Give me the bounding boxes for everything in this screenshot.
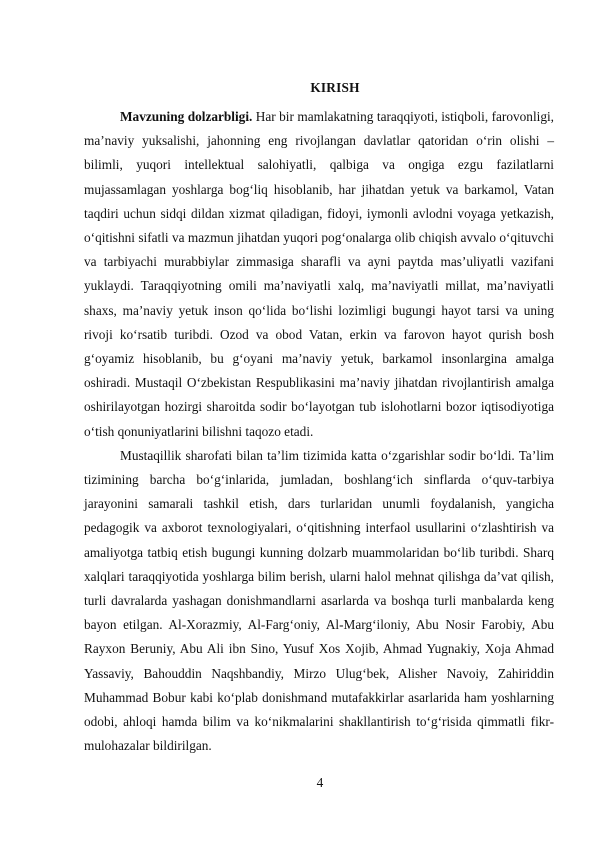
paragraph-lead: Mavzuning dolzarbligi. xyxy=(120,109,253,124)
section-title: KIRISH xyxy=(310,80,360,95)
paragraph-independence: Mustaqillik sharofati bilan ta’lim tizimida katta o‘zgarishlar sodir bo‘ldi. Ta’lim tizimining barcha bo‘g‘inlarida, jumladan, boshlang‘ich sinflarda o‘quv-tarbiya jarayonini samarali tashkil etish, dars turlaridan unumli foydalanish, yangicha pedagogik va axborot texnologiyalari, o‘qitishning interfaol usullarini o‘zlashtirish va amaliyotga tatbiq etish bugungi kunning dolzarb muammolaridan bo‘lib turibdi. Sharq xalqlari taraqqiyotida yoshlarga bilim berish, ularni halol mehnat qilishga da’vat qilish, turli davralarda yashagan donishmandlarni asarlarda va boshqa turli manbalarda keng bayon etilgan. Al-Xorazmiy, Al-Farg‘oniy, Al-Marg‘iloniy, Abu Nosir Farobiy, Abu Rayxon Beruniy, Abu Ali ibn Sino, Yusuf Xos Xojib, Ahmad Yugnakiy, Xoja Ahmad Yassaviy, Bahouddin Naqshbandiy, Mirzo Ulug‘bek, Alisher Navoiy, Zahiriddin Muhammad Bobur kabi ko‘plab donishmand mutafakkirlar asarlarida ham yoshlarning odobi, ahloqi hamda bilim va ko‘nikmalarini shakllantirish to‘g‘risida qimmatli fikr-mulohazalar bildirilgan. xyxy=(84,447,554,754)
page-number: 4 xyxy=(316,775,324,790)
paragraph-body: Har bir mamlakatning taraqqiyoti, istiqboli, farovonligi, ma’naviy yuksalishi, jahonning eng rivojlangan davlatlar qatoridan o‘rin olishi – bilimli, yuqori intellektual salohiyatli, qalbiga va ongiga ezgu fazilatlarni mujassamlagan yoshlarga bog‘liq hisoblanib, har jihatdan yetuk va barkamol, Vatan taqdiri uchun sidqi dildan xizmat qiladigan, fidoyi, iymonli avlodni voyaga yetkazish, o‘qitishni sifatli va mazmun jihatdan yuqori pog‘onalarga olib chiqish avvalo o‘qituvchi va tarbiyachi murabbiylar zimmasiga sharafli va ayni paytda mas’uliyatli vazifani yuklaydi. Taraqqiyotning omili ma’naviyatli xalq, ma’naviyatli millat, ma’naviyatli shaxs, ma’naviy yetuk inson qo‘lida bo‘lishi lozimligi bugungi hayot tarsi va uning rivoji ko‘rsatib turibdi. Ozod va obod Vatan, erkin va farovon hayot qurish bosh g‘oyamiz hisoblanib, bu g‘oyani ma’naviy yetuk, barkamol insonlargina amalga oshiradi. Mustaqil O‘zbekistan Respublikasini ma’naviy jihatdan rivojlantirish amalga oshirilayotgan hozirgi sharoitda sodir bo‘layotgan tub islohotlarni bozor iqtisodiyotiga o‘tish qonuniyatlarini bilishni taqozo etadi. xyxy=(84,109,554,439)
paragraph-relevance xyxy=(84,105,554,444)
body-text xyxy=(84,105,554,758)
